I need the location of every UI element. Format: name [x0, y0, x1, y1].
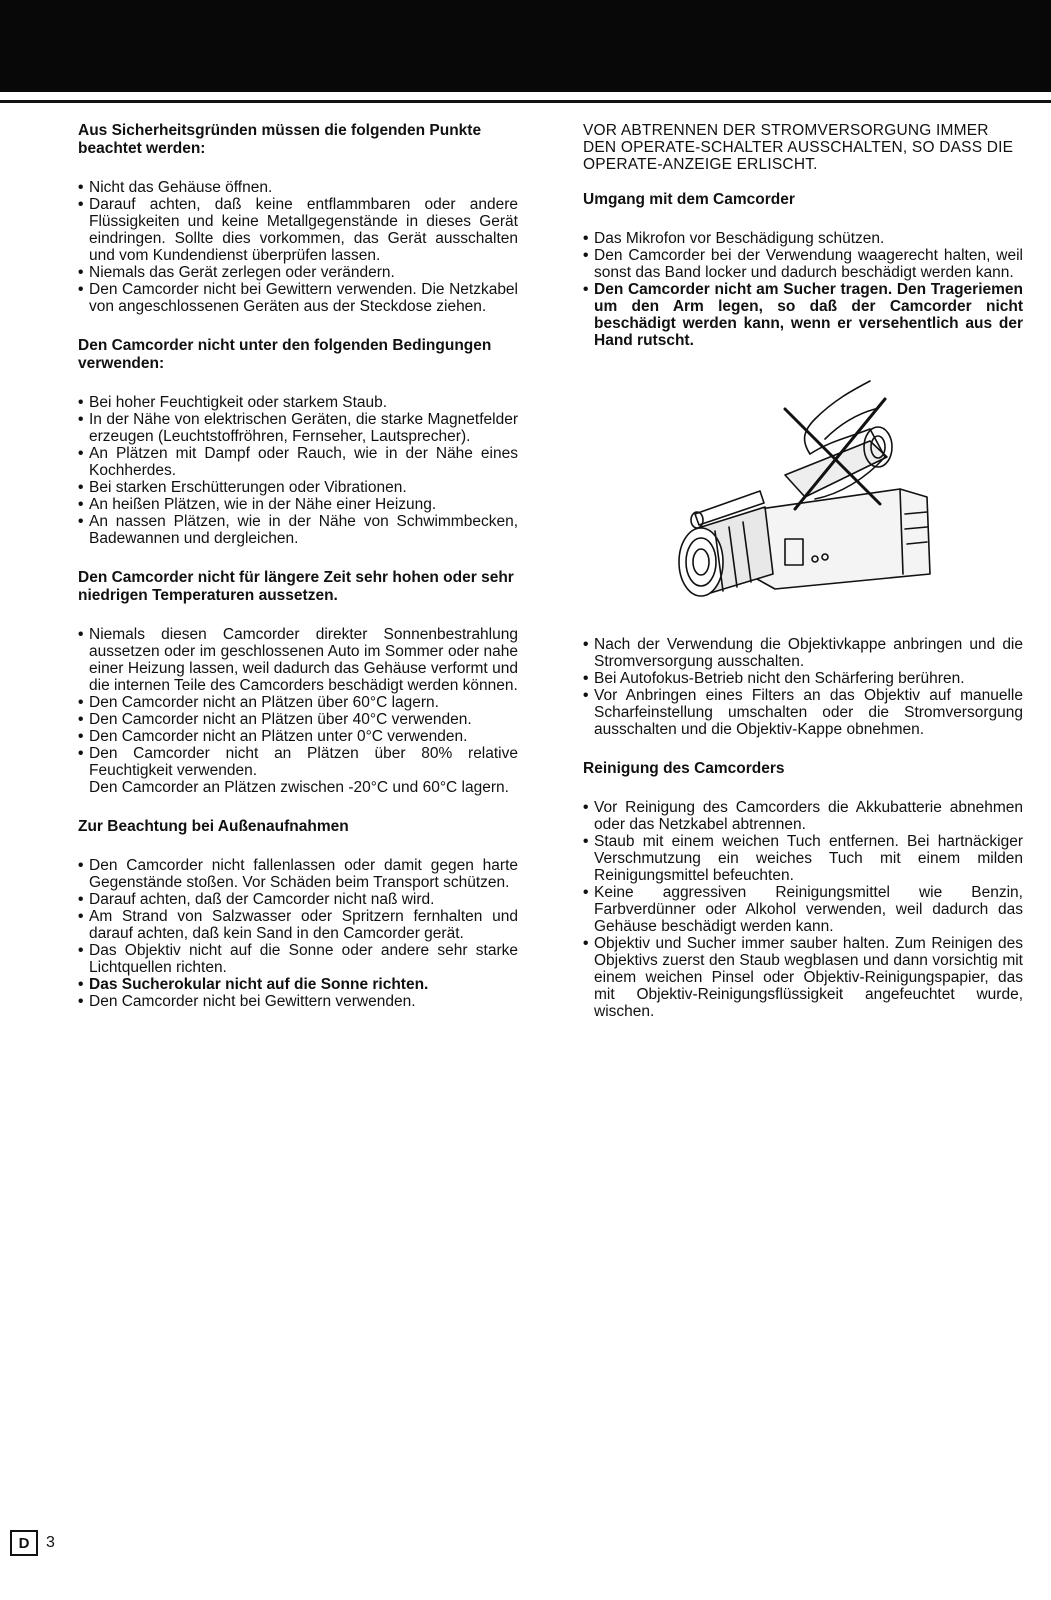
- bullet-list: [78, 179, 518, 315]
- left-column: [78, 122, 518, 1032]
- section-heading: Den Camcorder nicht unter den folgenden Bedingungen verwenden:: [78, 337, 492, 372]
- list-item: • In der Nähe von elektrischen Geräten, die starke Magnetfelder erzeugen (Leuchtstoffröhren, Fernseher, Lautsprecher).: [78, 411, 518, 445]
- list-item: • An Plätzen mit Dampf oder Rauch, wie in der Nähe eines Kochherdes.: [78, 445, 518, 479]
- list-item: • Keine aggressiven Reinigungsmittel wie Benzin, Farbverdünner oder Alkohol verwenden, weil dadurch das Gehäuse beschädigt werden kann.: [583, 884, 1023, 935]
- section-heading: Umgang mit dem Camcorder: [583, 191, 795, 208]
- list-item: • Bei starken Erschütterungen oder Vibrationen.: [78, 479, 518, 496]
- list-item: • Das Sucherokular nicht auf die Sonne richten.: [78, 976, 518, 993]
- page-footer: [10, 1530, 55, 1556]
- bullet-list: [583, 636, 1023, 738]
- list-item: • Den Camcorder nicht an Plätzen über 80% relative Feuchtigkeit verwenden.: [78, 745, 518, 779]
- list-item: • Vor Reinigung des Camcorders die Akkubatterie abnehmen oder das Netzkabel abtrennen.: [583, 799, 1023, 833]
- page-number: 3: [46, 1534, 55, 1551]
- list-item: • Den Camcorder nicht bei Gewittern verwenden. Die Netzkabel von angeschlossenen Geräten aus der Steckdose ziehen.: [78, 281, 518, 315]
- list-item: • Bei hoher Feuchtigkeit oder starkem Staub.: [78, 394, 518, 411]
- list-item: • Den Camcorder nicht fallenlassen oder damit gegen harte Gegenstände stoßen. Vor Schäden beim Transport schützen.: [78, 857, 518, 891]
- camcorder-illustration: [665, 379, 955, 604]
- list-item: • Den Camcorder nicht an Plätzen über 40°C verwenden.: [78, 711, 518, 728]
- list-item: • Bei Autofokus-Betrieb nicht den Schärfering berühren.: [583, 670, 1023, 687]
- section-heading: Reinigung des Camcorders: [583, 760, 785, 777]
- section-heading: Zur Beachtung bei Außenaufnahmen: [78, 818, 349, 835]
- outdoor-section: [78, 818, 518, 1010]
- list-item: • Niemals das Gerät zerlegen oder verändern.: [78, 264, 518, 281]
- power-warning: VOR ABTRENNEN DER STROMVERSORGUNG IMMER DEN OPERATE-SCHALTER AUSSCHALTEN, SO DASS DIE OPERATE-ANZEIGE ERLISCHT.: [583, 122, 1014, 173]
- storage-note: Den Camcorder an Plätzen zwischen -20°C und 60°C lagern.: [89, 779, 509, 796]
- list-item: • Den Camcorder nicht an Plätzen über 60°C lagern.: [78, 694, 518, 711]
- list-item: • Am Strand von Salzwasser oder Spritzern fernhalten und darauf achten, daß kein Sand in den Camcorder gerät.: [78, 908, 518, 942]
- safety-section: [78, 122, 518, 315]
- list-item: • An heißen Plätzen, wie in der Nähe einer Heizung.: [78, 496, 518, 513]
- bullet-list: [78, 394, 518, 547]
- right-column: [583, 122, 1023, 1042]
- bullet-list: [583, 799, 1023, 1020]
- section-heading: Den Camcorder nicht für längere Zeit sehr hohen oder sehr niedrigen Temperaturen aussetzen.: [78, 569, 514, 604]
- bullet-list: [78, 626, 518, 779]
- list-item: • Objektiv und Sucher immer sauber halten. Zum Reinigen des Objektivs zuerst den Staub wegblasen und dann vorsichtig mit einem weichen Pinsel oder Objektiv-Reinigungspapier, das mit Objektiv-Reinigungsflüssigkeit angefeuchtet wurde, wischen.: [583, 935, 1023, 1020]
- list-item: • Den Camcorder bei der Verwendung waagerecht halten, weil sonst das Band locker und dadurch beschädigt werden kann.: [583, 247, 1023, 281]
- bullet-list: [78, 857, 518, 1010]
- language-badge: D: [10, 1530, 38, 1556]
- list-item: • Vor Anbringen eines Filters an das Objektiv auf manuelle Scharfeinstellung umschalten oder die Stromversorgung ausschalten und die Objektiv-Kappe obnehmen.: [583, 687, 1023, 738]
- cleaning-section: [583, 760, 1023, 1020]
- lens-section: [583, 636, 1023, 738]
- list-item: • Nicht das Gehäuse öffnen.: [78, 179, 518, 196]
- list-item: • Darauf achten, daß keine entflammbaren oder andere Flüssigkeiten und keine Metallgegenstände in dieses Gerät eindringen. Sollte dies vorkommen, das Gerät ausschalten und vom Kundendienst überprüfen lassen.: [78, 196, 518, 264]
- list-item: • Den Camcorder nicht bei Gewittern verwenden.: [78, 993, 518, 1010]
- conditions-section: [78, 337, 518, 547]
- list-item: • Nach der Verwendung die Objektivkappe anbringen und die Stromversorgung ausschalten.: [583, 636, 1023, 670]
- header-rule: [0, 100, 1051, 103]
- section-heading: Aus Sicherheitsgründen müssen die folgenden Punkte beachtet werden:: [78, 122, 482, 157]
- temperature-section: [78, 569, 518, 796]
- list-item: • Staub mit einem weichen Tuch entfernen. Bei hartnäckiger Verschmutzung ein weiches Tuch mit einem milden Reinigungsmittel befeuchten.: [583, 833, 1023, 884]
- list-item: • Das Mikrofon vor Beschädigung schützen.: [583, 230, 1023, 247]
- handling-section: [583, 191, 1023, 349]
- list-item: • Niemals diesen Camcorder direkter Sonnenbestrahlung aussetzen oder im geschlossenen Auto im Sommer oder nahe einer Heizung lassen, weil dadurch das Gehäuse verformt und die internen Teile des Camcorders beschädigt werden können.: [78, 626, 518, 694]
- header-band: [0, 0, 1051, 92]
- list-item: • Darauf achten, daß der Camcorder nicht naß wird.: [78, 891, 518, 908]
- list-item: • Das Objektiv nicht auf die Sonne oder andere sehr starke Lichtquellen richten.: [78, 942, 518, 976]
- list-item: • Den Camcorder nicht am Sucher tragen. Den Trageriemen um den Arm legen, so daß der Camcorder nicht beschädigt werden kann, wenn er versehentlich aus der Hand rutscht.: [583, 281, 1023, 349]
- list-item: • An nassen Plätzen, wie in der Nähe von Schwimmbecken, Badewannen und dergleichen.: [78, 513, 518, 547]
- bullet-list: [583, 230, 1023, 349]
- list-item: • Den Camcorder nicht an Plätzen unter 0°C verwenden.: [78, 728, 518, 745]
